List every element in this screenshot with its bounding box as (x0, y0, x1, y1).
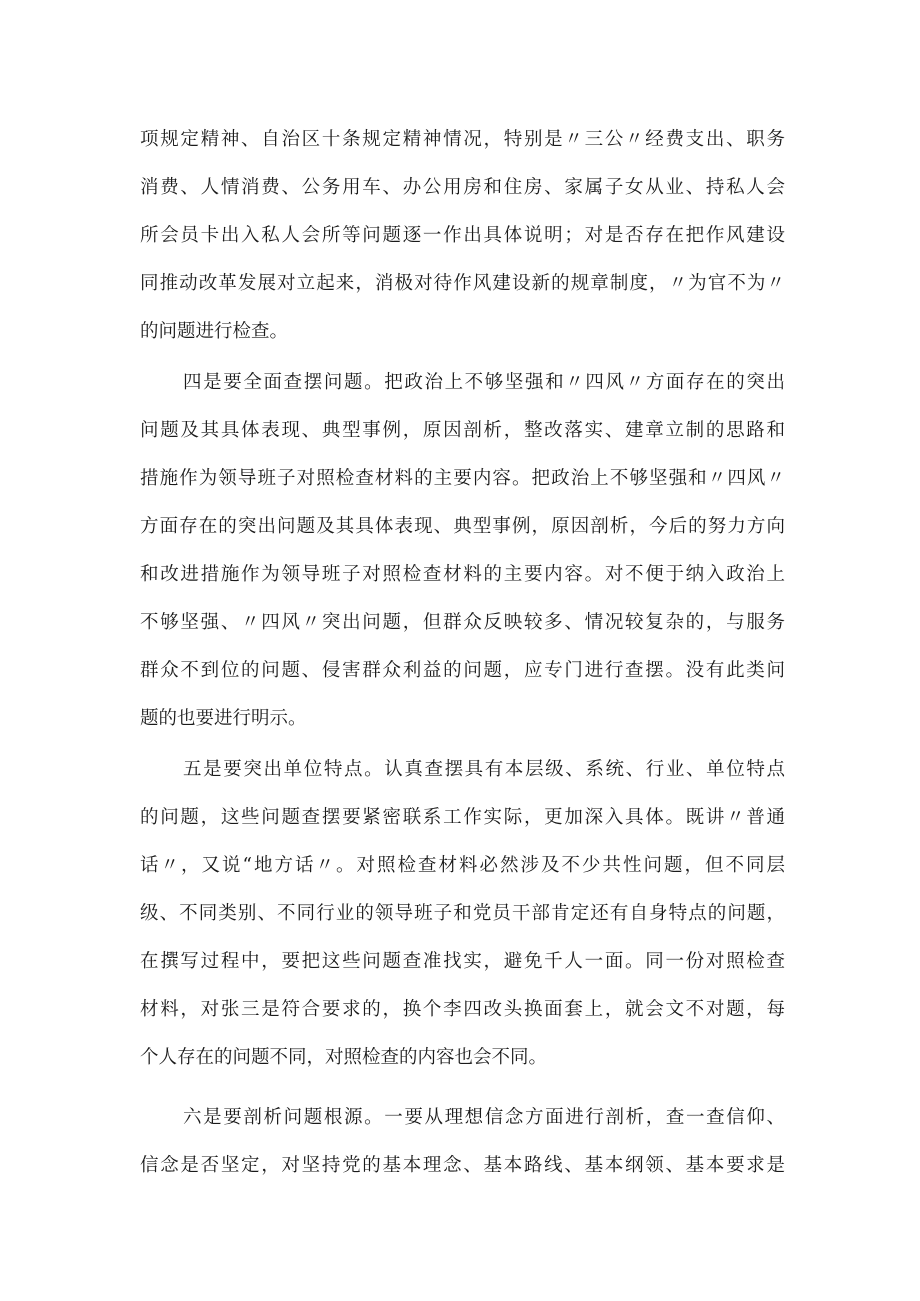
text-line: 在撰写过程中，要把这些问题查准找实，避免千人一面。同一份对照检查 (140, 951, 785, 972)
text-line: 不够坚强、〃四风〃突出问题，但群众反映较多、情况较复杂的，与服务 (140, 612, 785, 633)
text-line: 问题及其具体表现、典型事例，原因剖析，整改落实、建章立制的思路和 (140, 420, 785, 441)
text-line: 同推动改革发展对立起来，消极对待作风建设新的规章制度，〃为官不为〃 (140, 273, 785, 294)
text-line: 六是要剖析问题根源。一要从理想信念方面进行剖析，查一查信仰、 (183, 1107, 785, 1128)
text-line: 所会员卡出入私人会所等问题逐一作出具体说明；对是否存在把作风建设 (140, 225, 785, 246)
text-line: 的问题进行检查。 (140, 321, 289, 342)
text-line: 级、不同类别、不同行业的领导班子和党员干部肯定还有自身特点的问题， (140, 903, 785, 924)
text-line: 方面存在的突出问题及其具体表现、典型事例，原因剖析，今后的努力方向 (140, 516, 785, 537)
text-line: 和改进措施作为领导班子对照检查材料的主要内容。对不便于纳入政治上 (140, 564, 785, 585)
text-line: 群众不到位的问题、侵害群众利益的问题，应专门进行查摆。没有此类问 (140, 660, 785, 681)
text-line: 消费、人情消费、公务用车、办公用房和住房、家属子女从业、持私人会 (140, 177, 785, 198)
text-line: 话〃，又说“地方话〃。对照检查材料必然涉及不少共性问题，但不同层 (140, 855, 785, 876)
text-line: 个人存在的问题不同，对照检查的内容也会不同。 (140, 1047, 548, 1068)
text-line: 材料，对张三是符合要求的，换个李四改头换面套上，就会文不对题，每 (140, 999, 785, 1020)
text-line: 信念是否坚定，对坚持党的基本理念、基本路线、基本纲领、基本要求是 (140, 1155, 785, 1176)
text-line: 项规定精神、自治区十条规定精神情况，特别是〃三公〃经费支出、职务 (140, 129, 785, 150)
text-line: 五是要突出单位特点。认真查摆具有本层级、系统、行业、单位特点 (183, 759, 785, 780)
text-line: 四是要全面查摆问题。把政治上不够坚强和〃四风〃方面存在的突出 (183, 372, 785, 393)
text-line: 措施作为领导班子对照检查材料的主要内容。把政治上不够坚强和〃四风〃 (140, 468, 785, 489)
text-line: 题的也要进行明示。 (140, 708, 307, 729)
text-line: 的问题，这些问题查摆要紧密联系工作实际，更加深入具体。既讲〃普通 (140, 807, 785, 828)
